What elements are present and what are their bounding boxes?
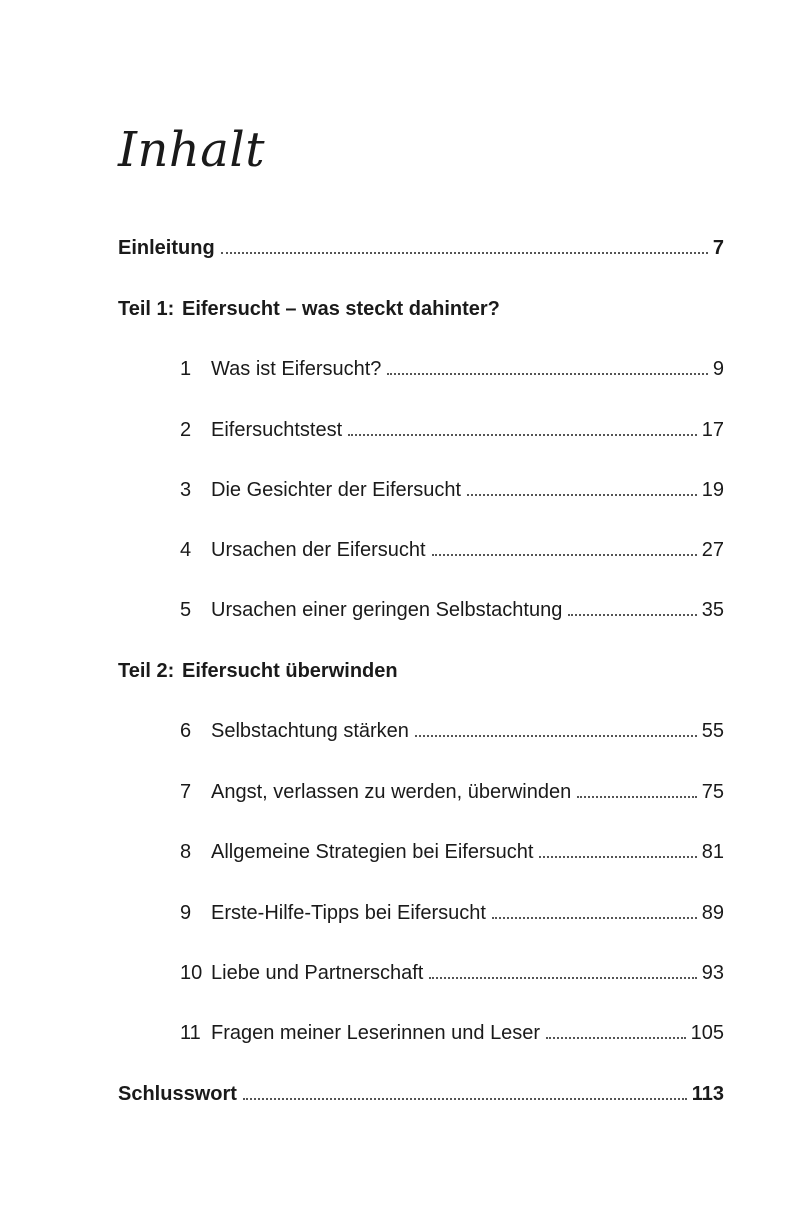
- chapter-number: 5: [180, 599, 192, 621]
- chapter-label: Selbstachtung stärken: [211, 720, 409, 742]
- toc-chapter-9[interactable]: [180, 895, 724, 925]
- chapter-number: 1: [180, 358, 192, 380]
- part-number: Teil 1:: [118, 298, 175, 320]
- dot-leader: [387, 373, 707, 375]
- toc-chapter-7[interactable]: [180, 774, 724, 804]
- dot-leader: [467, 494, 697, 496]
- toc-label: Schlusswort: [118, 1083, 237, 1105]
- part-heading-teil-2: [118, 653, 724, 683]
- toc-entry-einleitung[interactable]: [118, 230, 724, 260]
- dot-leader: [432, 554, 697, 556]
- dot-leader: [539, 856, 696, 858]
- chapter-label: Ursachen einer geringen Selbstachtung: [211, 599, 563, 621]
- chapter-page-number: 55: [701, 720, 724, 742]
- toc-chapter-3[interactable]: [180, 472, 724, 502]
- chapter-page-number: 105: [690, 1022, 724, 1044]
- toc-entry-schlusswort[interactable]: [118, 1076, 724, 1106]
- part-number: Teil 2:: [118, 660, 175, 682]
- dot-leader: [243, 1098, 687, 1100]
- dot-leader: [415, 735, 697, 737]
- chapter-page-number: 19: [701, 479, 724, 501]
- toc-chapter-2[interactable]: [180, 412, 724, 442]
- chapter-label: Erste-Hilfe-Tipps bei Eifersucht: [211, 902, 486, 924]
- toc-chapter-10[interactable]: [180, 955, 724, 985]
- chapter-page-number: 27: [701, 539, 724, 561]
- chapter-number: 11: [180, 1022, 201, 1044]
- toc-chapter-8[interactable]: [180, 834, 724, 864]
- toc-label: Einleitung: [118, 237, 215, 259]
- part-title: Eifersucht – was steckt dahinter?: [182, 298, 500, 320]
- chapter-number: 7: [180, 781, 192, 803]
- chapter-page-number: 81: [701, 841, 724, 863]
- dot-leader: [492, 917, 697, 919]
- toc-chapter-1[interactable]: [180, 351, 724, 381]
- part-heading-teil-1: [118, 291, 724, 321]
- chapter-number: 2: [180, 419, 192, 441]
- dot-leader: [546, 1037, 686, 1039]
- chapter-page-number: 35: [701, 599, 724, 621]
- chapter-label: Eifersuchtstest: [211, 419, 343, 441]
- chapter-page-number: 93: [701, 962, 724, 984]
- dot-leader: [221, 252, 708, 254]
- chapter-label: Was ist Eifersucht?: [211, 358, 382, 380]
- chapter-label: Liebe und Partnerschaft: [211, 962, 424, 984]
- part-title: Eifersucht überwinden: [182, 660, 398, 682]
- toc-chapter-11[interactable]: [180, 1015, 724, 1045]
- chapter-number: 6: [180, 720, 192, 742]
- chapter-label: Ursachen der Eifersucht: [211, 539, 426, 561]
- chapter-number: 9: [180, 902, 192, 924]
- chapter-page-number: 89: [701, 902, 724, 924]
- toc-page-number: 7: [712, 237, 724, 259]
- dot-leader: [348, 434, 697, 436]
- chapter-number: 3: [180, 479, 192, 501]
- chapter-label: Die Gesichter der Eifersucht: [211, 479, 462, 501]
- chapter-page-number: 75: [701, 781, 724, 803]
- chapter-label: Angst, verlassen zu werden, überwinden: [211, 781, 572, 803]
- dot-leader: [568, 614, 696, 616]
- chapter-label: Fragen meiner Leserinnen und Leser: [211, 1022, 541, 1044]
- chapter-number: 4: [180, 539, 192, 561]
- toc-page-number: 113: [691, 1083, 724, 1105]
- chapter-number: 8: [180, 841, 192, 863]
- chapter-page-number: 9: [712, 358, 724, 380]
- page-title: Inhalt: [118, 122, 266, 178]
- dot-leader: [577, 796, 697, 798]
- dot-leader: [429, 977, 696, 979]
- toc-chapter-4[interactable]: [180, 532, 724, 562]
- chapter-number: 10: [180, 962, 203, 984]
- toc-chapter-6[interactable]: [180, 713, 724, 743]
- chapter-label: Allgemeine Strategien bei Eifersucht: [211, 841, 534, 863]
- chapter-page-number: 17: [701, 419, 724, 441]
- toc-chapter-5[interactable]: [180, 592, 724, 622]
